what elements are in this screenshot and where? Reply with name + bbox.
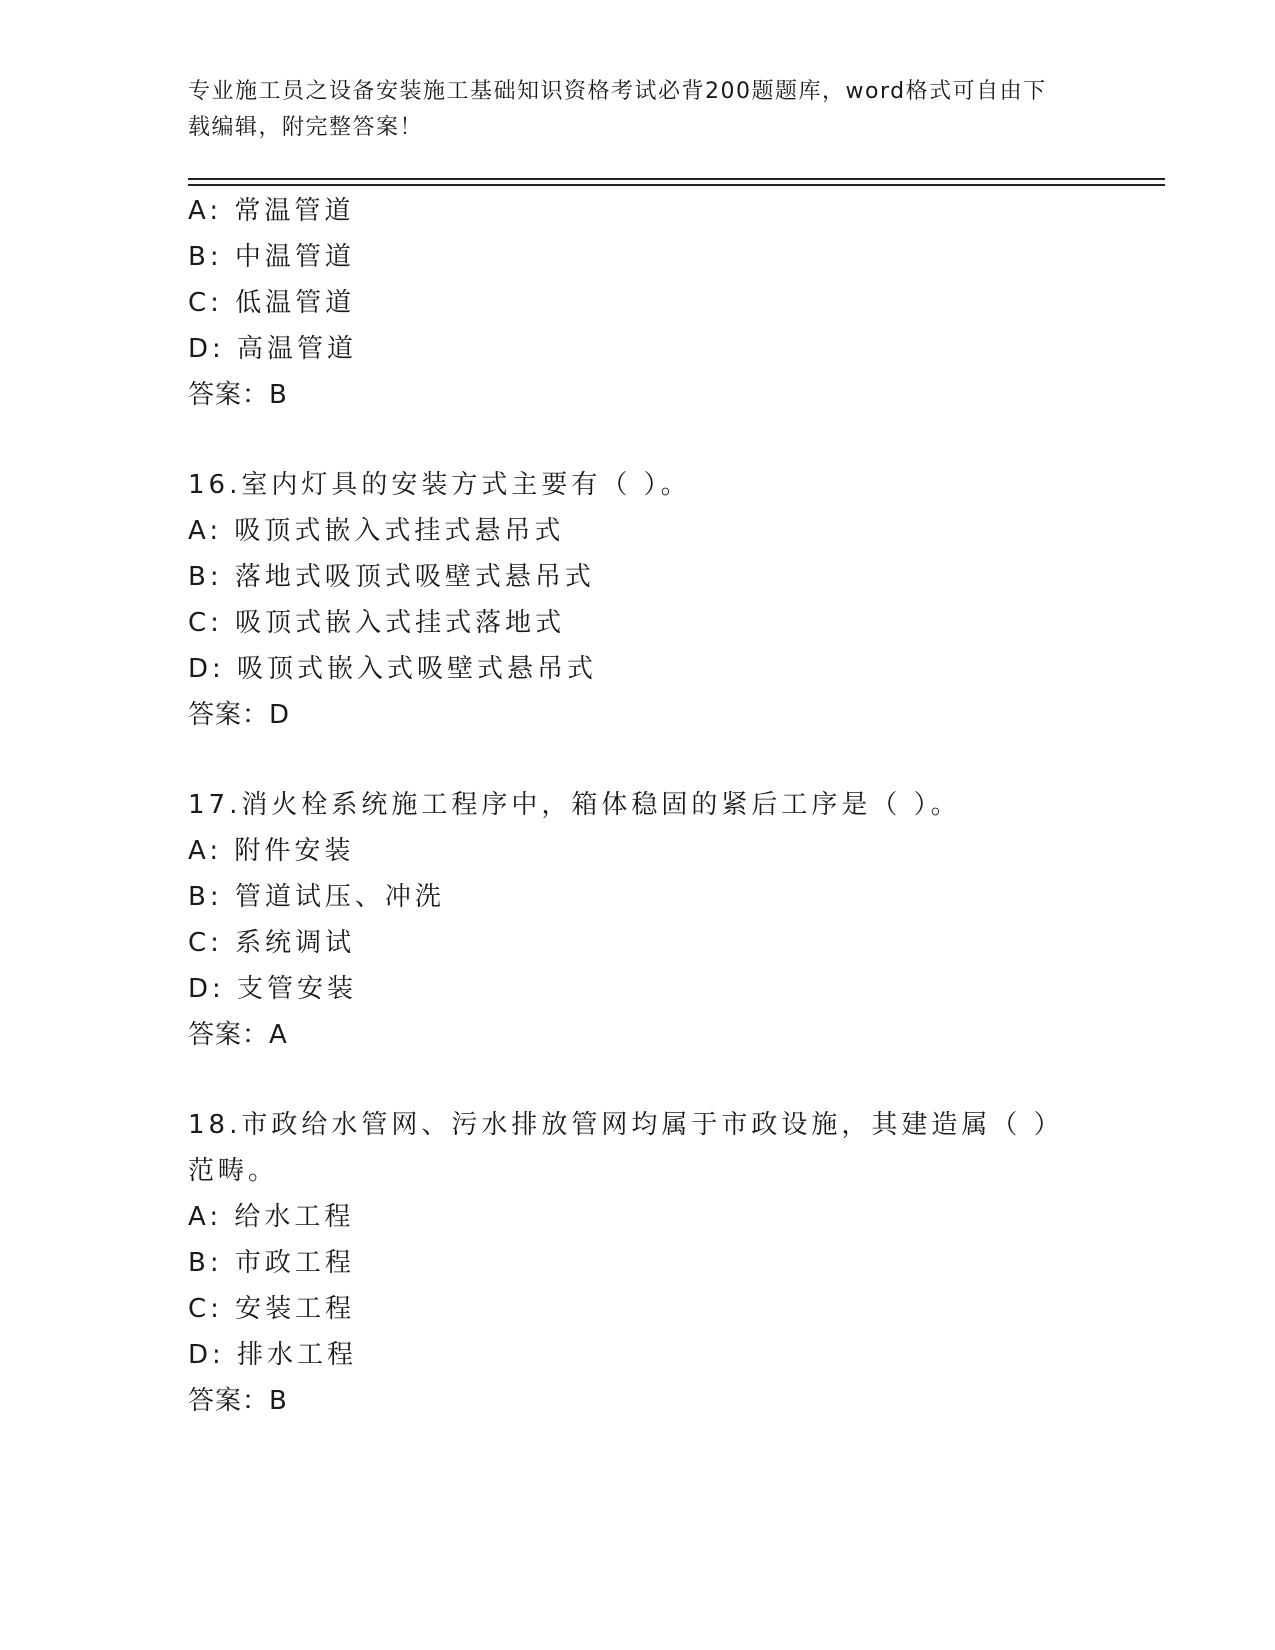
answer-line: 答案：B: [188, 1386, 288, 1416]
option-b: B: 市政工程: [188, 1248, 355, 1278]
question-block-continued: [188, 188, 1088, 418]
option-c: C: 吸顶式嵌入式挂式落地式: [188, 608, 566, 638]
question-stem: 16.室内灯具的安装方式主要有（ ）。: [188, 470, 691, 500]
option-d: D: 支管安装: [188, 974, 358, 1004]
question-stem: 17.消火栓系统施工程序中，箱体稳固的紧后工序是（ ）。: [188, 790, 961, 820]
answer-line: 答案：A: [188, 1020, 288, 1050]
option-a: A: 给水工程: [188, 1202, 355, 1232]
option-c: C: 系统调试: [188, 928, 356, 958]
question-list: [188, 188, 1088, 1424]
option-d: D: 排水工程: [188, 1340, 358, 1370]
option-c: C: 安装工程: [188, 1294, 356, 1324]
question-block-17: [188, 782, 1088, 1058]
question-block-18: [188, 1102, 1088, 1424]
option-c: C: 低温管道: [188, 288, 356, 318]
header-rule-top: [188, 178, 1165, 180]
answer-line: 答案：D: [188, 700, 291, 730]
option-b: B: 落地式吸顶式吸壁式悬吊式: [188, 562, 595, 592]
option-a: A: 吸顶式嵌入式挂式悬吊式: [188, 516, 565, 546]
option-b: B: 中温管道: [188, 242, 355, 272]
answer-line: 答案：B: [188, 380, 288, 410]
option-d: D: 吸顶式嵌入式吸壁式悬吊式: [188, 654, 598, 684]
option-b: B: 管道试压、冲洗: [188, 882, 445, 912]
option-a: A: 附件安装: [188, 836, 355, 866]
option-a: A: 常温管道: [188, 196, 355, 226]
question-block-16: [188, 462, 1088, 738]
document-header: 专业施工员之设备安装施工基础知识资格考试必背200题题库，word格式可自由下载编辑，附完整答案！: [188, 79, 1047, 140]
option-d: D: 高温管道: [188, 334, 358, 364]
question-stem: 18.市政给水管网、污水排放管网均属于市政设施，其建造属（ ）范畴。: [188, 1110, 1064, 1186]
header-rule-bottom: [188, 184, 1165, 186]
